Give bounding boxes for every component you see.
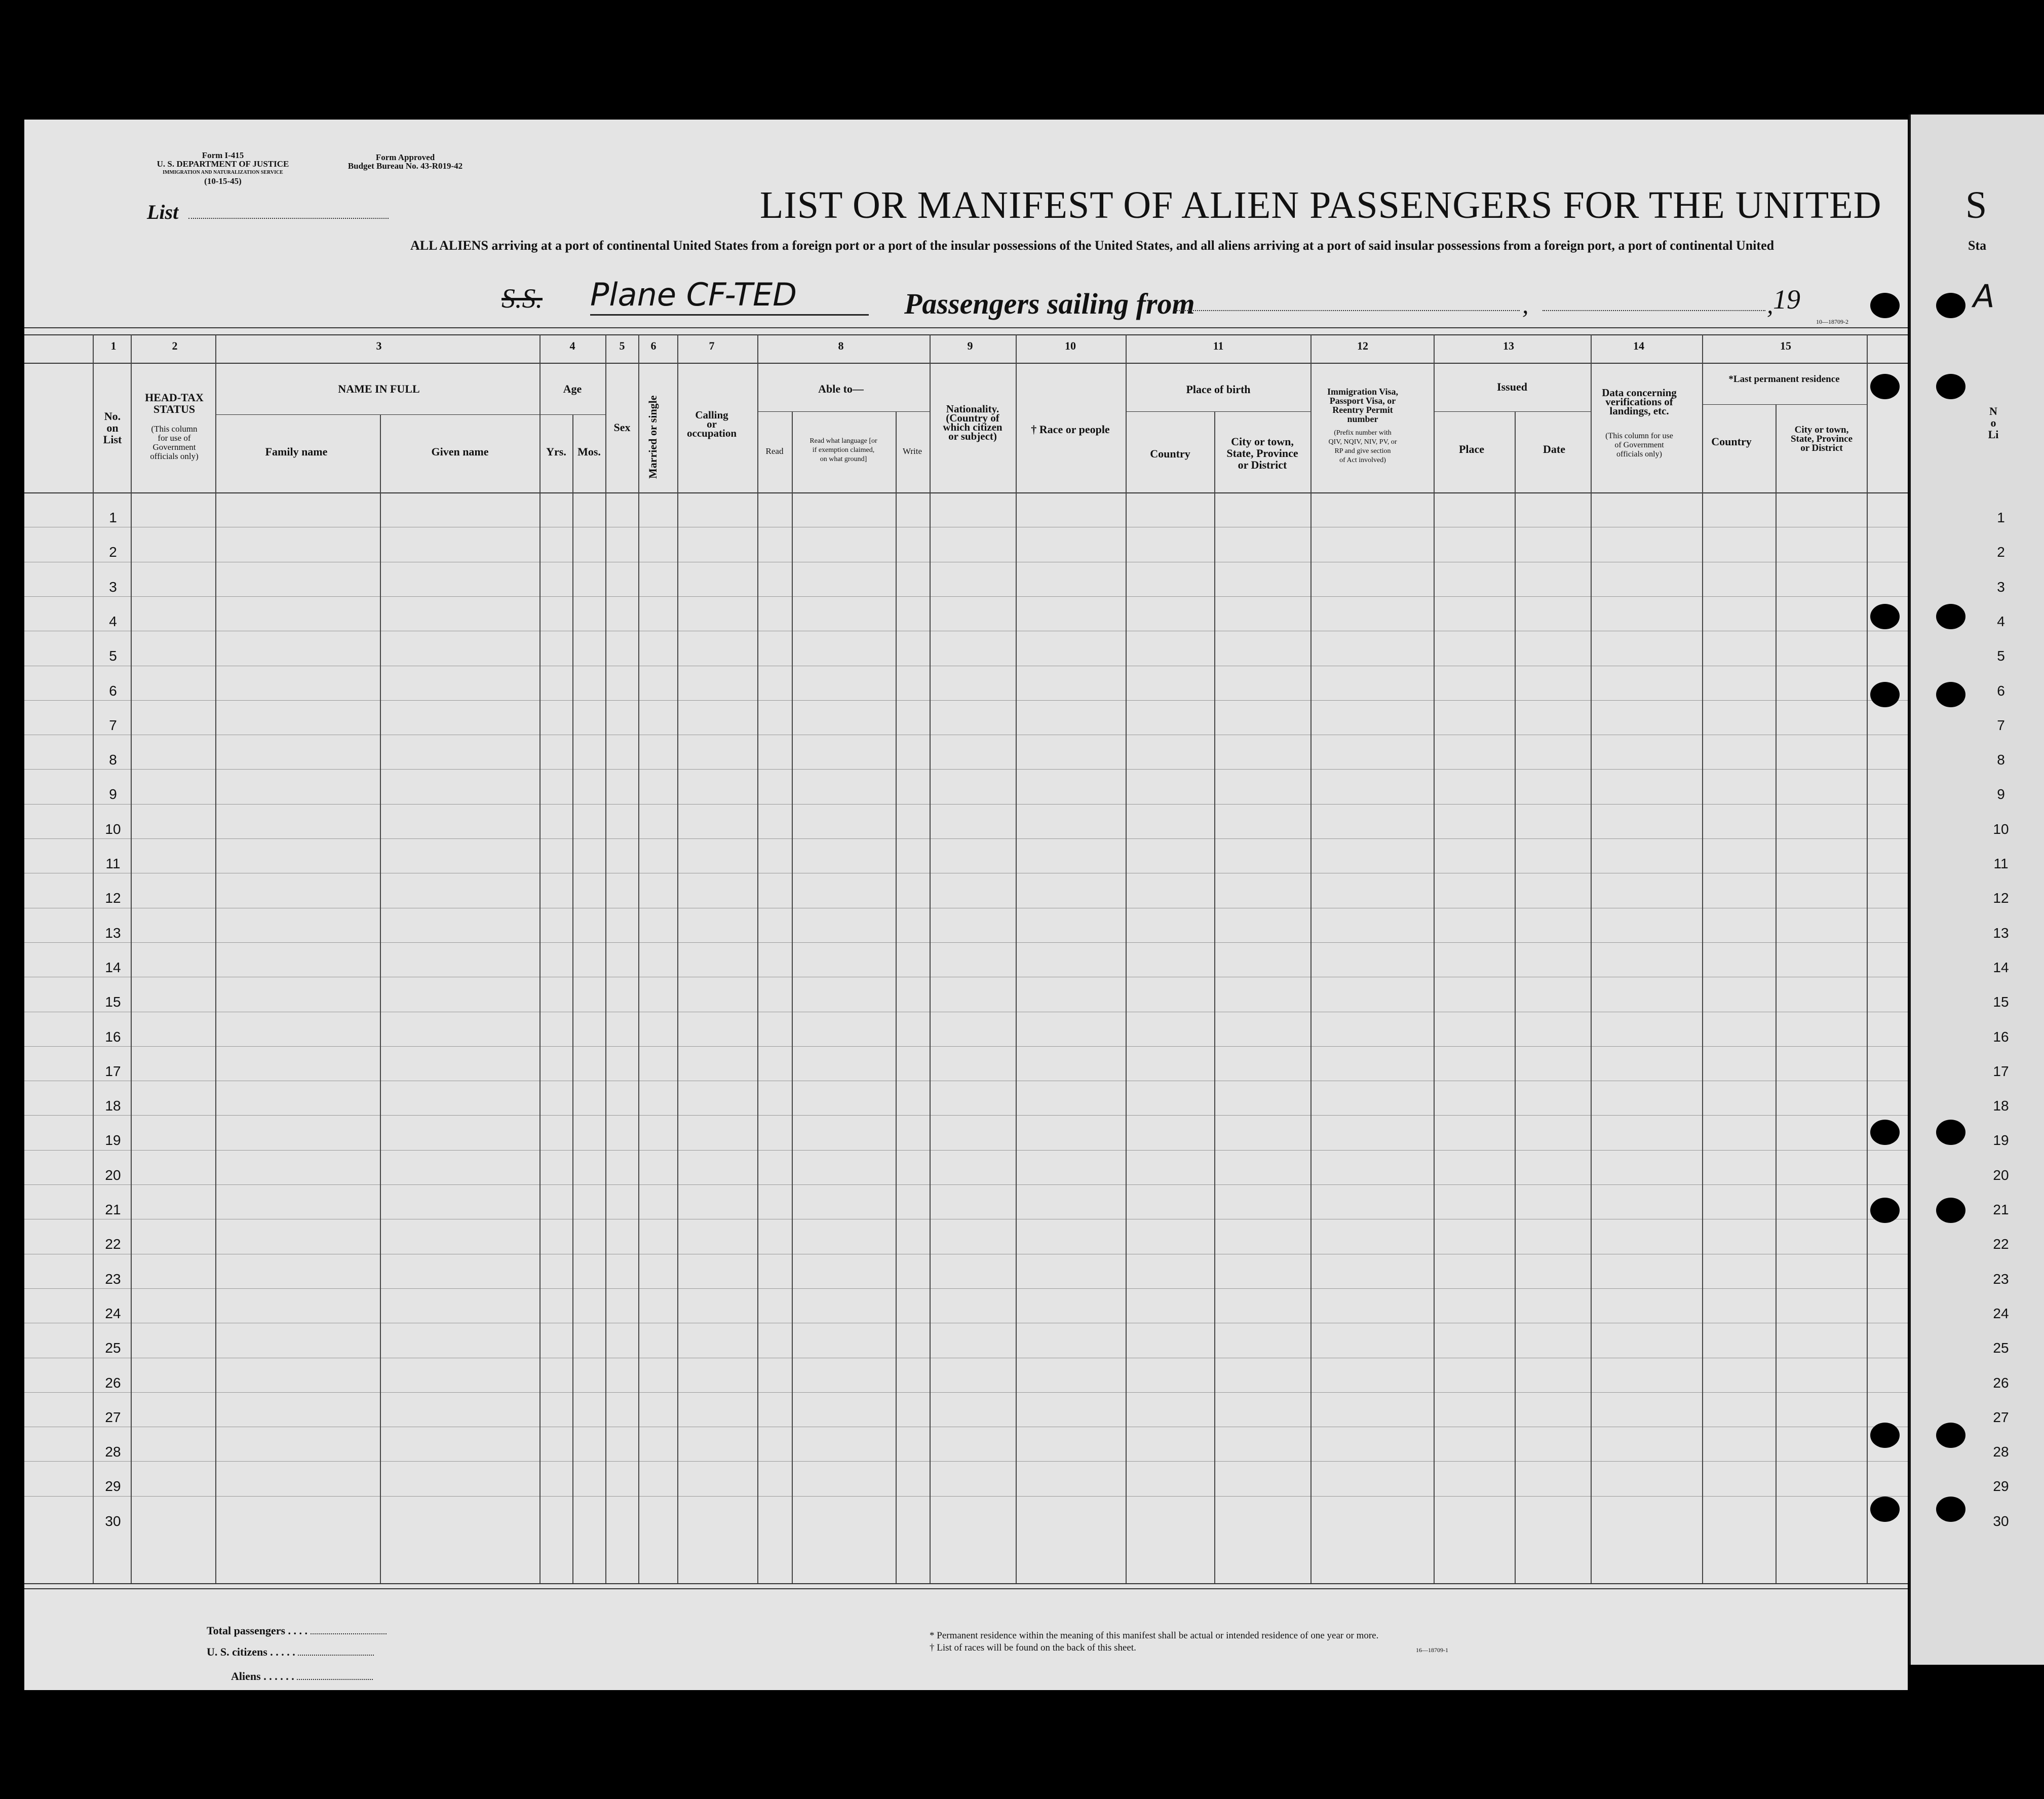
row-number: 4 xyxy=(109,613,117,629)
row-number: 19 xyxy=(105,1132,121,1149)
header-visa-note: (Prefix number with QIV, NQIV, NIV, PV, or RP and give section of Act involved) xyxy=(1328,429,1397,464)
header-name-in-full: NAME IN FULL xyxy=(338,382,420,395)
list-label: List xyxy=(147,201,179,223)
row-number: 23 xyxy=(105,1271,121,1287)
row-number: 11 xyxy=(105,856,121,871)
next-page-handwritten-fragment: A xyxy=(1973,278,1995,315)
row-rule xyxy=(24,596,1908,597)
punch-hole xyxy=(1870,1198,1900,1223)
row-number: 18 xyxy=(105,1098,121,1114)
aliens: Aliens . . . . . . xyxy=(231,1670,373,1683)
col-divider xyxy=(757,334,758,1583)
col-divider xyxy=(215,334,216,1583)
manifest-sheet xyxy=(24,120,1908,1690)
col-divider xyxy=(896,411,897,1583)
header-birth-city: City or town, State, Province or District xyxy=(1226,435,1298,471)
vessel-handwritten: Plane CF-TED xyxy=(590,276,797,313)
list-number-line xyxy=(188,218,389,219)
row-number-right: 7 xyxy=(1997,717,2005,733)
name-subrule xyxy=(215,414,605,415)
col-divider xyxy=(677,334,678,1583)
col-divider xyxy=(572,414,573,1583)
row-number: 5 xyxy=(109,648,117,664)
header-age-mos: Mos. xyxy=(577,445,601,458)
print-code-top: 10—18709-2 xyxy=(1816,318,1848,325)
sailing-date-line xyxy=(1542,310,1765,311)
able-subrule xyxy=(757,411,930,412)
row-number-right: 23 xyxy=(1993,1271,2009,1287)
row-rule xyxy=(24,1115,1908,1116)
header-age-yrs: Yrs. xyxy=(546,445,566,458)
next-page-subtitle-fragment: Sta xyxy=(1968,238,1987,253)
birth-subrule xyxy=(1126,411,1310,412)
sailing-label: Passengers sailing from xyxy=(904,287,1195,320)
header-able-to: Able to— xyxy=(818,382,864,395)
header-married-or-single: Married or single xyxy=(646,395,659,479)
header-rule xyxy=(24,492,1908,493)
header-head-tax-status: HEAD-TAX STATUS xyxy=(145,391,204,415)
row-number-right: 22 xyxy=(1993,1236,2009,1252)
row-number: 10 xyxy=(105,821,121,837)
colnum-6: 6 xyxy=(650,339,657,352)
comma: , xyxy=(1522,290,1529,319)
page-fold xyxy=(1909,114,1911,1665)
col-divider xyxy=(93,334,94,1583)
header-place-of-birth: Place of birth xyxy=(1186,383,1251,396)
next-page-title-fragment: S xyxy=(1965,184,1988,226)
row-number: 3 xyxy=(109,579,117,595)
row-number: 14 xyxy=(105,959,121,975)
row-number: 22 xyxy=(105,1236,121,1252)
row-number: 28 xyxy=(105,1444,121,1460)
row-number-right: 9 xyxy=(1997,786,2005,802)
row-rule xyxy=(24,1461,1908,1462)
header-verifications: Data concerning verifications of landings, etc. xyxy=(1602,387,1677,417)
issued-subrule xyxy=(1434,411,1591,412)
page-subtitle: ALL ALIENS arriving at a port of continental United States from a foreign port or a port of the insular possessions of the United States, and all aliens arriving at a port of said insular possessions from a foreign port, a port of continental United xyxy=(410,238,1775,253)
row-number-right: 17 xyxy=(1993,1063,2009,1079)
col-divider xyxy=(1515,411,1516,1583)
row-number-right: 20 xyxy=(1993,1167,2009,1183)
header-issued-date: Date xyxy=(1543,443,1565,455)
header-calling-or-occupation: Calling or occupation xyxy=(686,409,737,439)
sailing-port-line xyxy=(1175,310,1520,311)
col-divider xyxy=(1702,334,1703,1583)
row-number: 21 xyxy=(105,1202,121,1217)
punch-hole xyxy=(1870,682,1900,707)
row-number: 17 xyxy=(105,1063,121,1079)
print-code-bottom: 16—18709-1 xyxy=(1416,1647,1448,1654)
header-head-tax-note: (This column for use of Government officials only) xyxy=(150,424,199,461)
col-divider xyxy=(1776,404,1777,1583)
col-divider xyxy=(1126,334,1127,1583)
row-number-right: 3 xyxy=(1997,579,2005,595)
row-number: 7 xyxy=(109,717,117,733)
row-number-right: 1 xyxy=(1997,510,2005,525)
col-divider xyxy=(1867,334,1868,1583)
punch-hole xyxy=(1870,1497,1900,1522)
col-divider xyxy=(1591,334,1592,1583)
row-number-right: 24 xyxy=(1993,1305,2009,1321)
colnum-4: 4 xyxy=(569,339,575,352)
row-number: 8 xyxy=(109,752,117,768)
row-number: 30 xyxy=(105,1513,121,1529)
comma: , xyxy=(1767,290,1773,319)
colnum-11: 11 xyxy=(1213,339,1224,352)
header-rule xyxy=(24,327,1908,328)
row-rule xyxy=(24,1288,1908,1289)
punch-hole xyxy=(1936,1497,1965,1522)
header-issued: Issued xyxy=(1497,380,1527,393)
colnum-5: 5 xyxy=(619,339,625,352)
row-number: 20 xyxy=(105,1167,121,1183)
header-visa-number: Immigration Visa, Passport Visa, or Reentry Permit number xyxy=(1327,387,1399,424)
col-divider xyxy=(131,334,132,1583)
row-number-right: 14 xyxy=(1993,959,2009,975)
punch-hole xyxy=(1936,293,1965,318)
header-write: Write xyxy=(902,446,922,456)
row-number-right: 2 xyxy=(1997,544,2005,560)
row-number: 6 xyxy=(109,682,117,699)
header-family-name: Family name xyxy=(265,445,328,458)
header-issued-place: Place xyxy=(1458,443,1485,455)
row-rule xyxy=(24,838,1908,839)
us-citizens: U. S. citizens . . . . . xyxy=(207,1645,374,1659)
col-divider xyxy=(930,334,931,1583)
footnote-list-of-races: † List of races will be found on the back of this sheet. xyxy=(930,1642,1136,1653)
colnum-10: 10 xyxy=(1065,339,1076,352)
colnum-13: 13 xyxy=(1503,339,1514,352)
header-race-or-people: † Race or people xyxy=(1031,423,1110,436)
row-number-right: 11 xyxy=(1993,856,2009,871)
col-divider xyxy=(380,414,381,1583)
row-rule xyxy=(24,1046,1908,1047)
row-number-right: 30 xyxy=(1993,1513,2009,1529)
col-divider xyxy=(1016,334,1017,1583)
form-approval: Form Approved Budget Bureau No. 43-R019-42 xyxy=(348,152,463,171)
row-rule xyxy=(24,1184,1908,1185)
row-number-right: 13 xyxy=(1993,925,2009,941)
row-number-right: 12 xyxy=(1993,890,2009,906)
punch-hole xyxy=(1936,1423,1965,1448)
punch-hole xyxy=(1936,682,1965,707)
colnum-7: 7 xyxy=(709,339,715,352)
row-number-right: 18 xyxy=(1993,1098,2009,1114)
header-rule xyxy=(24,363,1908,364)
total-passengers: Total passengers . . . . xyxy=(207,1624,387,1637)
header-residence-city: City or town, State, Province or District xyxy=(1790,425,1853,453)
header-next-page-no: N o Li xyxy=(1988,405,1999,441)
row-number-right: 21 xyxy=(1993,1202,2009,1217)
row-number-right: 19 xyxy=(1993,1132,2009,1149)
row-number-right: 16 xyxy=(1993,1028,2009,1045)
colnum-12: 12 xyxy=(1357,339,1368,352)
row-rule xyxy=(24,700,1908,701)
colnum-15: 15 xyxy=(1780,339,1791,352)
row-rule xyxy=(24,1150,1908,1151)
header-rule xyxy=(24,334,1908,335)
row-number-right: 6 xyxy=(1997,682,2005,699)
form-identification: Form I-415 U. S. DEPARTMENT OF JUSTICE IMMIGRATION AND NATURALIZATION SERVICE (10-15-45) xyxy=(157,150,289,186)
header-no-on-list: No. on List xyxy=(103,410,122,446)
row-number: 15 xyxy=(105,994,121,1010)
footnote-permanent-residence: * Permanent residence within the meaning of this manifest shall be actual or intended residence of one year or more. xyxy=(930,1630,1379,1641)
row-number: 12 xyxy=(105,890,121,906)
punch-hole xyxy=(1936,1198,1965,1223)
header-nationality: Nationality. (Country of which citizen or subject) xyxy=(943,403,1002,442)
punch-hole xyxy=(1870,374,1900,399)
col-divider xyxy=(539,334,541,1583)
row-number: 9 xyxy=(109,786,117,802)
page-title: LIST OR MANIFEST OF ALIEN PASSENGERS FOR THE UNITED xyxy=(760,184,1882,226)
punch-hole xyxy=(1870,1423,1900,1448)
row-rule xyxy=(24,804,1908,805)
row-number: 24 xyxy=(105,1305,121,1321)
row-number: 29 xyxy=(105,1478,121,1495)
row-rule xyxy=(24,1496,1908,1497)
header-verifications-note: (This column for use of Government officials only) xyxy=(1605,432,1673,458)
col-divider xyxy=(792,411,793,1583)
vessel-line xyxy=(590,314,869,316)
row-number-right: 4 xyxy=(1997,613,2005,629)
row-number-right: 29 xyxy=(1993,1478,2009,1495)
row-number-right: 15 xyxy=(1993,994,2009,1010)
punch-hole xyxy=(1936,374,1965,399)
row-number: 16 xyxy=(105,1028,121,1045)
header-sex: Sex xyxy=(613,421,631,434)
header-read-language: Read what language [or if exemption claimed, on what ground] xyxy=(809,437,877,463)
punch-hole xyxy=(1936,1120,1965,1145)
punch-hole xyxy=(1870,293,1900,318)
colnum-14: 14 xyxy=(1633,339,1644,352)
header-last-residence: *Last permanent residence xyxy=(1728,374,1840,385)
colnum-3: 3 xyxy=(376,339,382,352)
row-number: 25 xyxy=(105,1340,121,1356)
row-number: 13 xyxy=(105,925,121,941)
row-number-right: 26 xyxy=(1993,1374,2009,1391)
row-number: 2 xyxy=(109,544,117,560)
header-read: Read xyxy=(765,446,784,456)
header-residence-country: Country xyxy=(1711,435,1752,448)
header-age: Age xyxy=(563,382,582,395)
col-divider xyxy=(1434,334,1435,1583)
row-number-right: 28 xyxy=(1993,1444,2009,1460)
bottom-rule xyxy=(24,1583,1908,1584)
row-number: 27 xyxy=(105,1409,121,1425)
header-birth-country: Country xyxy=(1150,447,1190,460)
vessel-prefix: S.S. xyxy=(502,283,543,314)
col-divider xyxy=(1310,334,1312,1583)
col-divider xyxy=(605,334,606,1583)
row-number-right: 25 xyxy=(1993,1340,2009,1356)
bottom-rule xyxy=(24,1588,1908,1589)
punch-hole xyxy=(1936,604,1965,629)
colnum-2: 2 xyxy=(172,339,178,352)
row-number: 26 xyxy=(105,1374,121,1391)
row-number-right: 8 xyxy=(1997,752,2005,768)
row-number-right: 5 xyxy=(1997,648,2005,664)
col-divider xyxy=(1214,411,1215,1583)
row-rule xyxy=(24,942,1908,943)
row-rule xyxy=(24,1392,1908,1393)
residence-subrule xyxy=(1702,404,1867,405)
row-number: 1 xyxy=(109,510,117,525)
col-divider xyxy=(638,334,639,1583)
punch-hole xyxy=(1870,1120,1900,1145)
year-prefix: 19 xyxy=(1773,284,1800,315)
row-number-right: 27 xyxy=(1993,1409,2009,1425)
colnum-9: 9 xyxy=(967,339,973,352)
punch-hole xyxy=(1870,604,1900,629)
header-given-name: Given name xyxy=(431,445,489,458)
next-sheet-edge xyxy=(1911,114,2044,1665)
colnum-1: 1 xyxy=(110,339,117,352)
colnum-8: 8 xyxy=(838,339,844,352)
row-rule xyxy=(24,769,1908,770)
row-number-right: 10 xyxy=(1993,821,2009,837)
